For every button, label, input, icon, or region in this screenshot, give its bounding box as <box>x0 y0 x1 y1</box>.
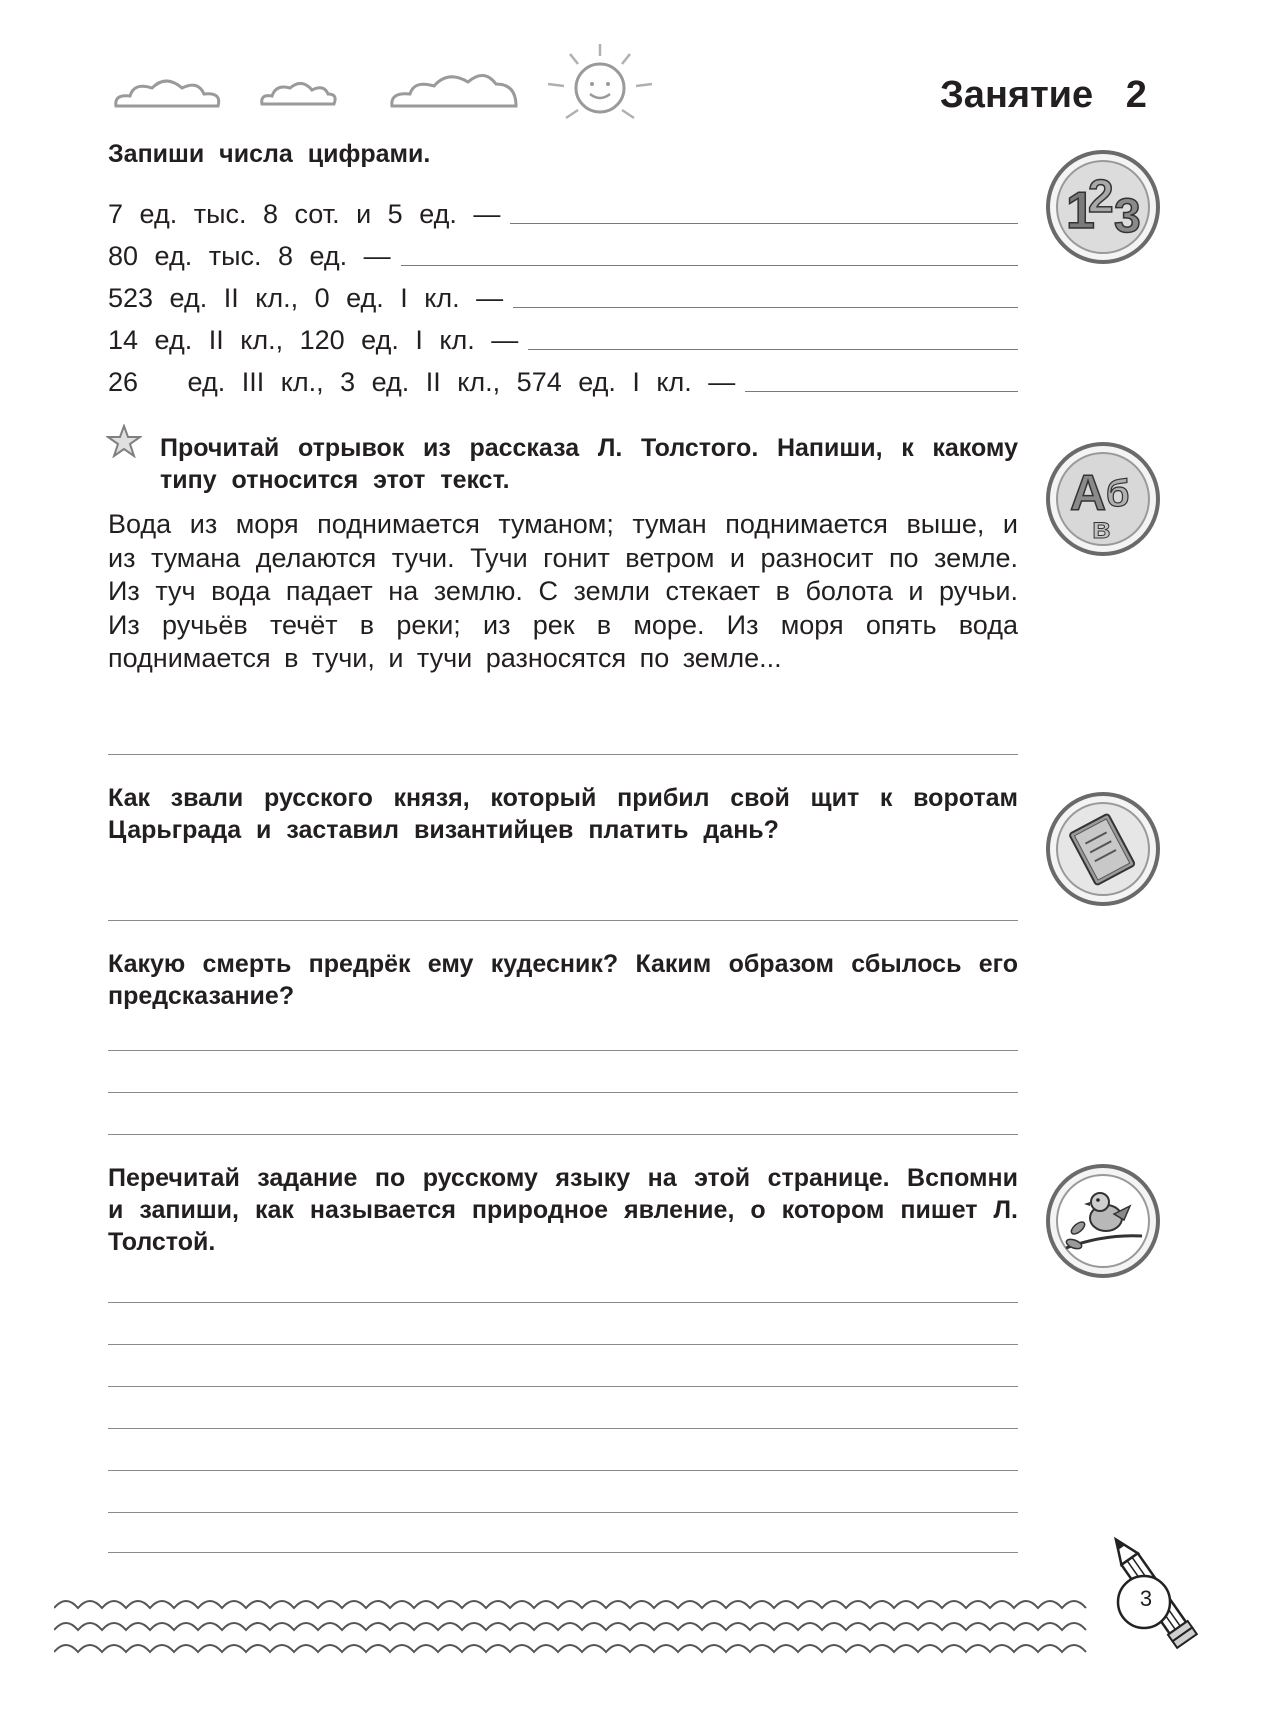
task3-heading: Как звали русского князя, который прибил свой щит к воротам Царьграда и заставил византийцев платить дань? <box>108 784 1018 844</box>
page-number: 3 <box>1139 1586 1153 1611</box>
svg-text:2: 2 <box>1088 170 1114 222</box>
task5-heading: Перечитай задание по русскому языку на этой странице. Вспомни и запиши, как называется природное явление, о котором пишет Л. Толстой. <box>108 1164 1018 1256</box>
answer-line[interactable] <box>108 1344 1018 1345</box>
number-row: 80 ед. тыс. 8 ед. — <box>108 232 1018 272</box>
page-title: Занятие 2 <box>940 74 1147 116</box>
math-badge-icon <box>1044 148 1162 266</box>
answer-line[interactable] <box>108 1470 1018 1471</box>
answer-line[interactable] <box>401 264 1018 266</box>
task1-heading: Запиши числа цифрами. <box>108 140 431 168</box>
answer-line[interactable] <box>108 1050 1018 1051</box>
number-row: 26 ед. III кл., 3 ед. II кл., 574 ед. I кл. — <box>108 358 1018 398</box>
task2-heading: Прочитай отрывок из рассказа Л. Толстого. Напиши, к какому типу относится этот текст. <box>160 434 1018 494</box>
svg-text:1: 1 <box>1066 182 1095 240</box>
answer-line[interactable] <box>108 1302 1018 1303</box>
number-row: 7 ед. тыс. 8 сот. и 5 ед. — <box>108 190 1018 230</box>
number-row: 523 ед. II кл., 0 ед. I кл. — <box>108 274 1018 314</box>
answer-line[interactable] <box>108 1512 1018 1513</box>
answer-line[interactable] <box>108 1552 1018 1553</box>
cloud-icon <box>388 70 522 112</box>
passage-text: Вода из моря поднимается туманом; туман поднимается выше, и из тумана делаются тучи. Тучи гонит ветром и разносит по земле. Из туч вода падает на землю. С земли стекает в болота и ручьи. Из ручьёв течёт в реки; из рек в море. Из моря опять вода поднимается в тучи, и тучи разносятся по земле... <box>108 509 1018 673</box>
answer-line[interactable] <box>108 1092 1018 1093</box>
cloud-icon <box>112 76 224 112</box>
bird-badge-icon <box>1044 1162 1162 1280</box>
answer-line[interactable] <box>510 222 1018 224</box>
task4-heading: Какую смерть предрёк ему кудесник? Каким образом сбылось его предсказание? <box>108 950 1018 1010</box>
svg-text:в: в <box>1092 512 1111 545</box>
svg-text:А: А <box>1070 465 1107 521</box>
svg-text:3: 3 <box>1114 190 1141 243</box>
number-row: 14 ед. II кл., 120 ед. I кл. — <box>108 316 1018 356</box>
answer-line[interactable] <box>108 1428 1018 1429</box>
answer-line[interactable] <box>108 920 1018 921</box>
sun-icon <box>540 40 660 130</box>
answer-line[interactable] <box>108 1134 1018 1135</box>
cloud-icon <box>258 78 338 110</box>
answer-line[interactable] <box>513 306 1018 308</box>
book-badge-icon <box>1044 790 1162 908</box>
answer-line[interactable] <box>745 390 1018 392</box>
answer-line[interactable] <box>108 1386 1018 1387</box>
waves-decoration <box>54 1588 1104 1658</box>
alphabet-badge-icon <box>1044 440 1162 558</box>
star-icon <box>106 424 142 458</box>
answer-line[interactable] <box>108 754 1018 755</box>
svg-text:б: б <box>1106 473 1130 515</box>
answer-line[interactable] <box>528 348 1018 350</box>
